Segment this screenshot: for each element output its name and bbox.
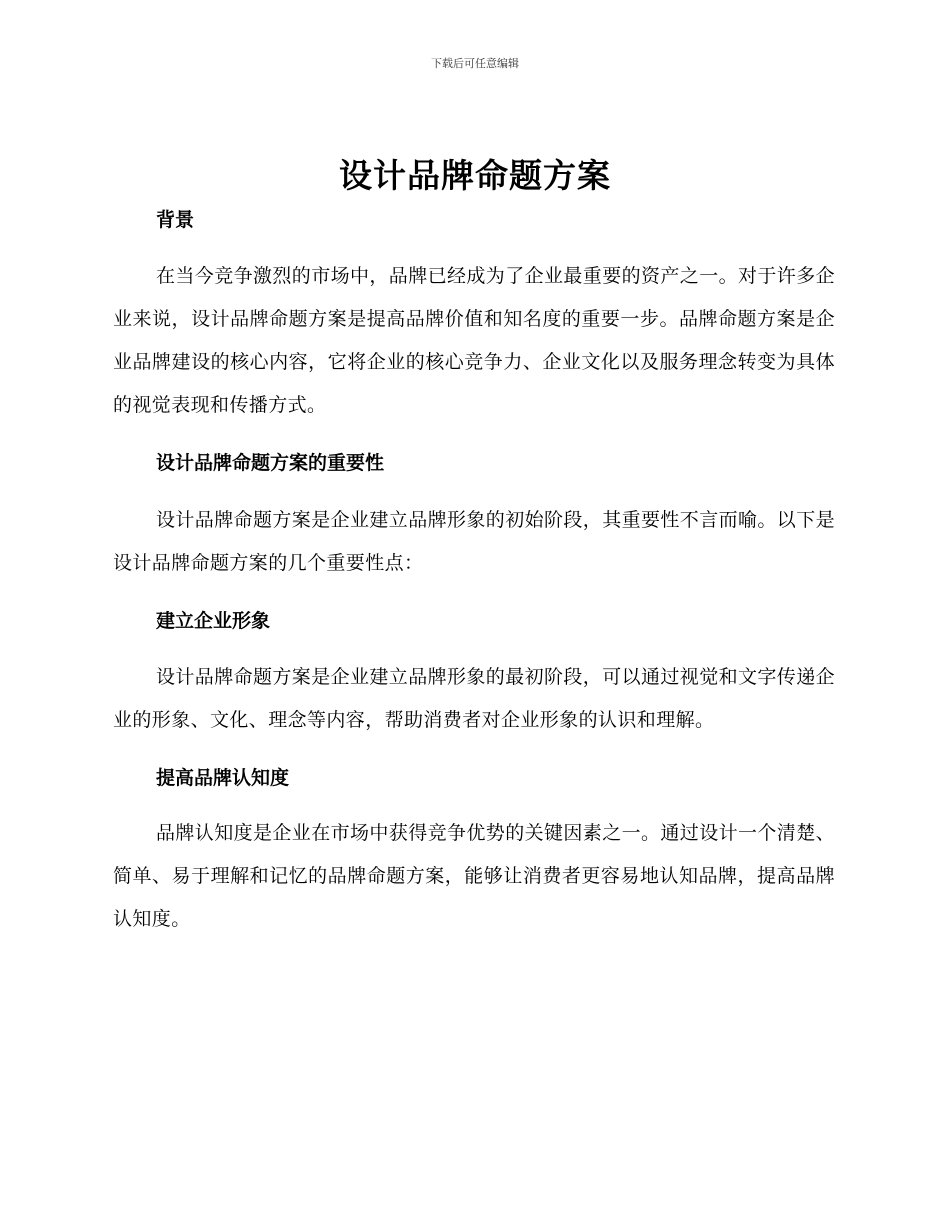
section-heading-importance: 设计品牌命题方案的重要性 (156, 452, 385, 474)
section-heading-corporate-image: 建立企业形象 (156, 610, 271, 632)
section-paragraph-importance: 设计品牌命题方案是企业建立品牌形象的初始阶段，其重要性不言而喻。以下是设计品牌命题方案的几个重要性点： (113, 509, 836, 574)
document-body (113, 205, 835, 941)
section-paragraph-background: 在当今竞争激烈的市场中，品牌已经成为了企业最重要的资产之一。对于许多企业来说，设计品牌命题方案是提高品牌价值和知名度的重要一步。品牌命题方案是企业品牌建设的核心内容，它将企业的核心竞争力、企业文化以及服务理念转变为具体的视觉表现和传播方式。 (113, 265, 836, 416)
section-paragraph-corporate-image: 设计品牌命题方案是企业建立品牌形象的最初阶段，可以通过视觉和文字传递企业的形象、文化、理念等内容，帮助消费者对企业形象的认识和理解。 (113, 666, 836, 731)
section-heading-brand-awareness: 提高品牌认知度 (156, 767, 290, 789)
section-heading-background: 背景 (156, 209, 195, 231)
section-paragraph-brand-awareness: 品牌认知度是企业在市场中获得竞争优势的关键因素之一。通过设计一个清楚、简单、易于理解和记忆的品牌命题方案，能够让消费者更容易地认知品牌，提高品牌认知度。 (113, 822, 836, 930)
document-title: 设计品牌命题方案 (339, 156, 611, 195)
header-note: 下载后可任意编辑 (431, 57, 519, 70)
